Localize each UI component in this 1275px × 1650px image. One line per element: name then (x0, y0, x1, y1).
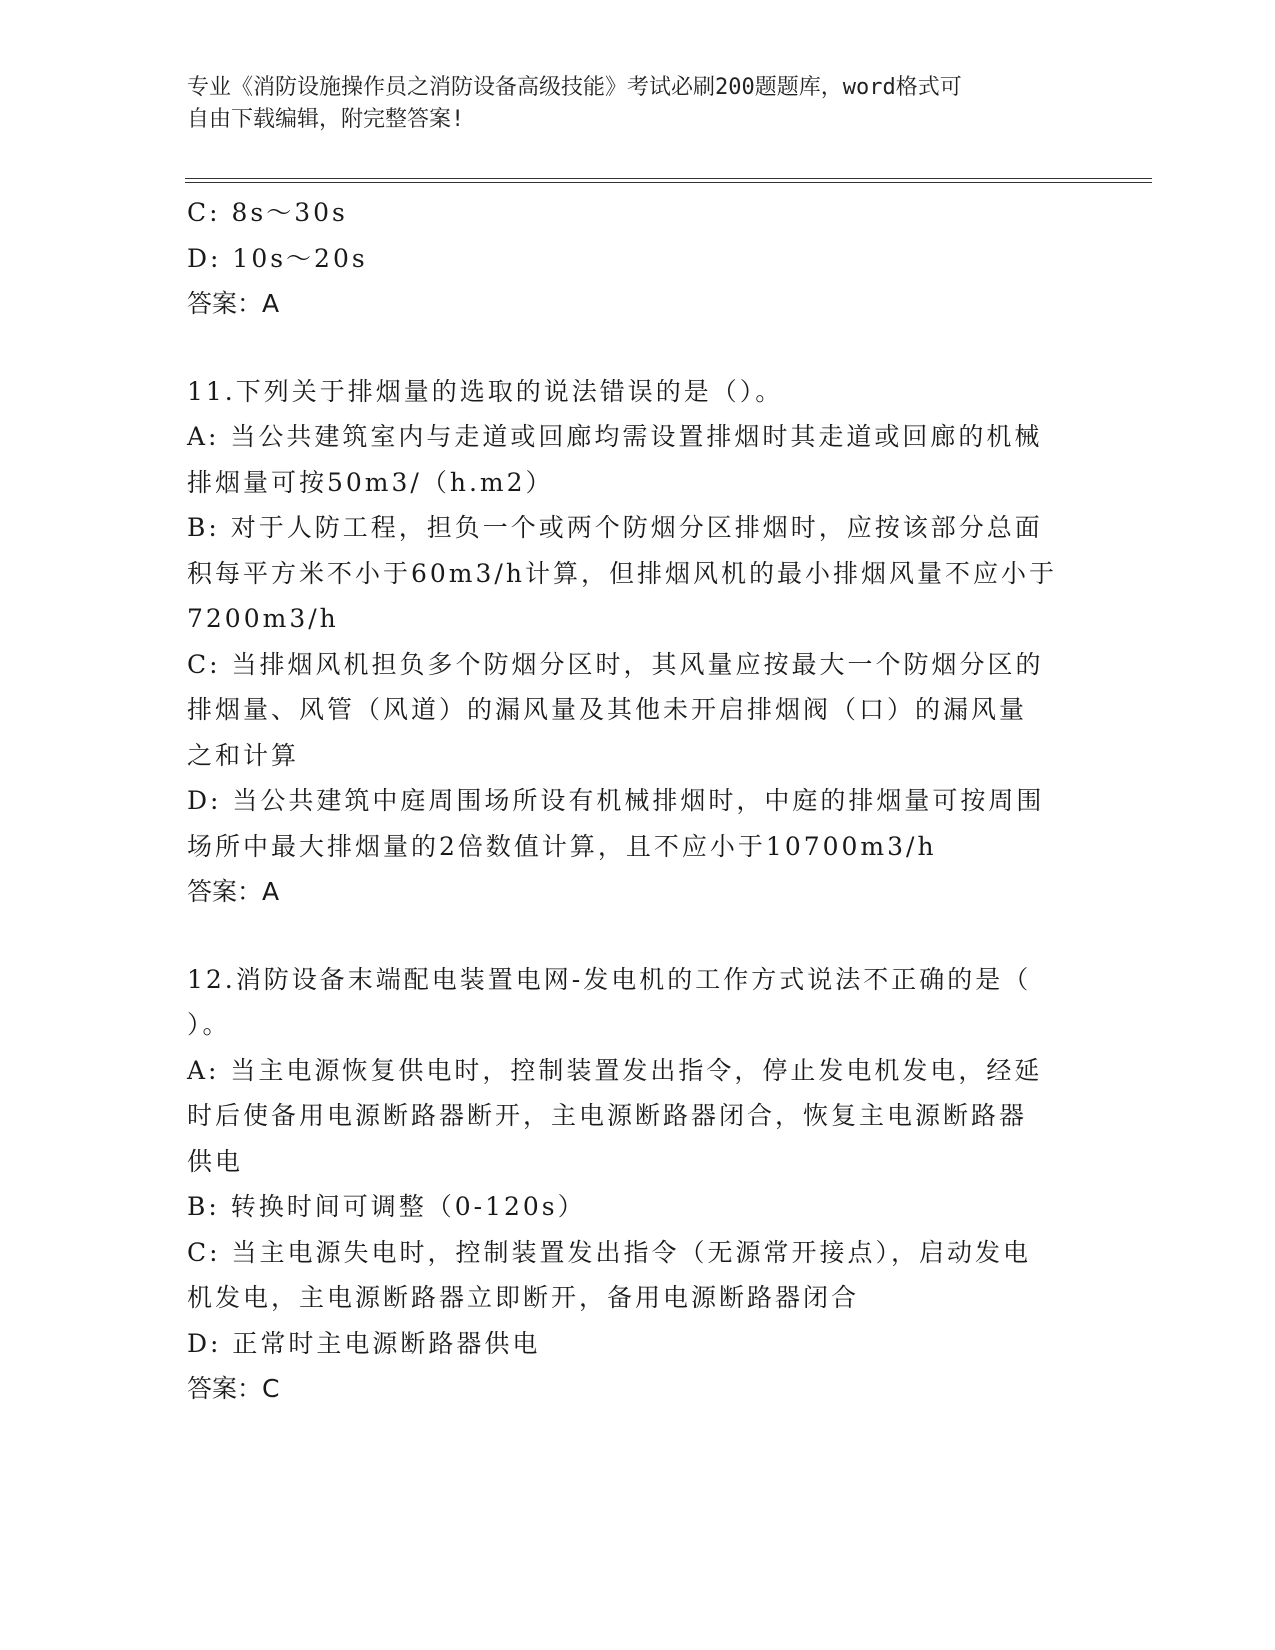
question-stem-line-2: ）。 (187, 1010, 231, 1039)
option-a-line-2: 时后使备用电源断路器断开，主电源断路器闭合，恢复主电源断路器 (187, 1101, 1028, 1130)
spacer (187, 915, 1067, 957)
option-c-line-3: 之和计算 (187, 740, 300, 770)
answer-line: 答案：C (187, 1374, 280, 1403)
header-line-1: 专业《消防设施操作员之消防设备高级技能》考试必刷200题题库，word格式可 (187, 75, 962, 100)
question-content (187, 190, 1067, 1412)
option-b-line-1: B: 对于人防工程，担负一个或两个防烟分区排烟时，应按该部分总面 (187, 513, 1043, 542)
question-12 (187, 957, 1067, 1412)
option-d-line-1: D: 当公共建筑中庭周围场所设有机械排烟时，中庭的排烟量可按周围 (187, 786, 1045, 815)
document-header (187, 72, 1067, 136)
option-c-line-1: C: 当主电源失电时，控制装置发出指令（无源常开接点），启动发电 (187, 1237, 1032, 1267)
answer-line: 答案：A (187, 289, 280, 318)
question-stem: 11.下列关于排烟量的选取的说法错误的是（）。 (187, 376, 784, 406)
header-line-2: 自由下载编辑，附完整答案! (187, 107, 465, 132)
option-b-line-2: 积每平方米不小于60m3/h计算，但排烟风机的最小排烟风量不应小于 (187, 558, 1057, 588)
option-d: D: 10s～20s (187, 243, 368, 273)
option-a-line-1: A: 当主电源恢复供电时，控制装置发出指令，停止发电机发电，经延 (187, 1055, 1043, 1085)
option-d-line-2: 场所中最大排烟量的2倍数值计算，且不应小于10700m3/h (187, 831, 937, 861)
option-c: C: 8s～30s (187, 198, 348, 227)
option-a-line-3: 供电 (187, 1146, 244, 1176)
spacer (187, 327, 1067, 369)
option-b-line-1: B: 转换时间可调整（0-120s） (187, 1192, 586, 1221)
previous-question (187, 190, 1067, 327)
option-c-line-2: 排烟量、风管（风道）的漏风量及其他未开启排烟阀（口）的漏风量 (187, 695, 1028, 724)
question-stem-line-1: 12.消防设备末端配电装置电网-发电机的工作方式说法不正确的是（ (187, 964, 1032, 994)
answer-line: 答案：A (187, 877, 280, 906)
option-d-line-1: D: 正常时主电源断路器供电 (187, 1328, 541, 1358)
question-11 (187, 369, 1067, 915)
option-a-line-2: 排烟量可按50m3/（h.m2） (187, 467, 554, 497)
option-c-line-1: C: 当排烟风机担负多个防烟分区时，其风量应按最大一个防烟分区的 (187, 649, 1044, 679)
option-c-line-2: 机发电，主电源断路器立即断开，备用电源断路器闭合 (187, 1283, 860, 1312)
header-divider (185, 178, 1152, 183)
option-b-line-3: 7200m3/h (187, 604, 339, 633)
option-a-line-1: A: 当公共建筑室内与走道或回廊均需设置排烟时其走道或回廊的机械 (187, 422, 1043, 451)
